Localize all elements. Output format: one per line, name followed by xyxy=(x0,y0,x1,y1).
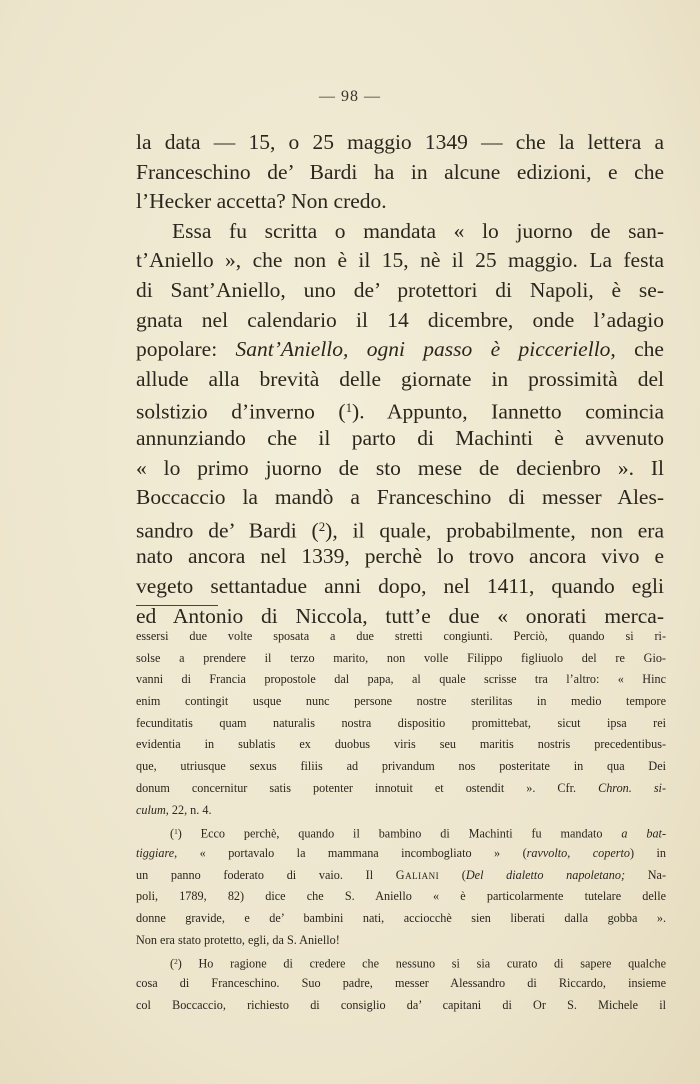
text-segment: , « portavalo la mammana incombogliato » ( xyxy=(174,845,527,860)
text-segment: fecunditatis quam naturalis nostra dispositio promittebat, sicut ipsa rei xyxy=(136,715,666,730)
footnote-line xyxy=(136,778,666,800)
footnote-line xyxy=(136,691,666,713)
text-segment: tiggiare xyxy=(136,845,175,860)
footnote-marker: 1 xyxy=(174,827,178,837)
text-segment: gnata nel calendario il 14 dicembre, onde l’adagio xyxy=(136,307,664,332)
text-segment: solstizio d’inverno ( xyxy=(136,399,346,424)
text-segment: ravvolto, coperto xyxy=(526,845,630,860)
text-segment: vegeto settantadue anni dopo, nel 1411, quando egli xyxy=(136,573,664,598)
text-segment: a bat- xyxy=(621,826,666,841)
footnote-marker: 2 xyxy=(318,519,326,534)
footnote-line xyxy=(136,908,666,930)
text-segment: l’Hecker accetta? Non credo. xyxy=(136,189,387,214)
text-segment: sandro de’ Bardi ( xyxy=(136,518,319,543)
text-segment: Del dialetto napoletano; xyxy=(465,867,626,882)
text-line xyxy=(136,246,664,276)
text-segment: ) in xyxy=(630,845,666,860)
footnote-line xyxy=(136,821,666,843)
page-number: — 98 — xyxy=(319,88,381,105)
text-segment: ) Ho ragione di credere che nessuno si sia curato di sapere qualche xyxy=(177,956,666,971)
text-segment: poli, 1789, 82) dice che S. Aniello « è particolarmente tutelare delle xyxy=(136,889,666,904)
text-line xyxy=(136,128,664,158)
text-segment: ( xyxy=(439,867,466,882)
text-segment: cosa di Franceschino. Suo padre, messer Alessandro di Riccardo, insieme xyxy=(136,976,666,990)
footnote-line xyxy=(136,713,666,735)
text-segment: essersi due volte sposata a due stretti congiunti. Perciò, quando si ri- xyxy=(136,629,666,643)
text-segment: donum concernitur satis potenter innotuit et ostendit ». Cfr. xyxy=(136,780,599,795)
footnote-marker: 2 xyxy=(174,957,178,967)
text-line xyxy=(136,158,664,188)
text-segment: un panno foderato di vaio. Il xyxy=(136,867,396,882)
footnote-line xyxy=(136,995,666,1017)
text-line xyxy=(136,454,664,484)
text-segment: nato ancora nel 1339, perchè lo trovo ancora vivo e xyxy=(136,544,664,569)
text-segment: Non era stato protetto, egli, da S. Aniello! xyxy=(136,932,340,947)
footnote-line xyxy=(136,886,666,908)
text-line xyxy=(136,217,664,247)
text-segment: donne gravide, e de’ bambini nati, acciocchè sien liberati dalla gobba ». xyxy=(136,910,666,925)
footnote-line xyxy=(136,669,666,691)
text-segment: popolare: xyxy=(136,337,236,362)
text-line xyxy=(136,306,664,336)
text-line xyxy=(136,513,664,543)
footnote-line xyxy=(136,800,666,822)
text-segment: enim contingit usque nunc persone nostre sterilitas in medio tempore xyxy=(136,694,666,709)
text-segment: allude alla brevità delle giornate in prossimità del xyxy=(136,366,664,391)
text-segment: evidentia in sublatis ex duobus viris seu maritis nostris precedentibus- xyxy=(136,737,666,752)
text-segment: col Boccaccio, richiesto di consiglio da’ capitani di Or S. Michele il xyxy=(136,997,666,1012)
footnote-line xyxy=(136,734,666,756)
text-line xyxy=(136,424,664,454)
text-segment: ). Appunto, Iannetto comincia xyxy=(352,399,664,424)
text-line xyxy=(136,365,664,395)
footnote-rule xyxy=(136,605,218,606)
text-segment: ), il quale, probabilmente, non era xyxy=(325,518,664,543)
text-segment: ed Antonio di Niccola, tutt’e due « onorati merca- xyxy=(136,603,664,628)
text-segment: t’Aniello », che non è il 15, nè il 25 maggio. La festa xyxy=(136,248,664,273)
footnote-line xyxy=(136,756,666,778)
text-segment: che xyxy=(615,337,664,362)
text-line xyxy=(136,542,664,572)
footnote-line xyxy=(136,951,666,973)
text-line xyxy=(136,483,664,513)
text-segment: vanni di Francia propostole dal papa, al quale scrisse tra l’altro: « Hinc xyxy=(136,672,666,687)
text-segment: « lo primo juorno de sto mese de decienbro ». Il xyxy=(136,455,664,480)
text-segment: Sant’Aniello, ogni passo è picceriello, xyxy=(235,337,616,362)
footnotes xyxy=(136,626,666,1016)
footnote-marker: 1 xyxy=(345,401,353,416)
text-segment: ( xyxy=(170,956,175,971)
text-segment: , 22, n. 4. xyxy=(165,802,212,817)
text-segment: Na- xyxy=(625,867,667,882)
footnote-line xyxy=(136,865,666,887)
text-segment: Essa fu scritta o mandata « lo juorno de san- xyxy=(172,218,664,243)
text-segment: que, utriusque sexus filiis ad privandum nos posteritate in qua Dei xyxy=(136,759,666,774)
text-segment: Boccaccio la mandò a Franceschino di messer Ales- xyxy=(136,485,664,510)
text-segment: ( xyxy=(170,826,175,841)
text-segment: di Sant’Aniello, uno de’ protettori di Napoli, è se- xyxy=(136,277,664,302)
text-segment: Galiani xyxy=(395,867,440,882)
footnote-line xyxy=(136,648,666,670)
footnote-line xyxy=(136,930,666,952)
text-line xyxy=(136,572,664,602)
text-line xyxy=(136,276,664,306)
footnote-line xyxy=(136,973,666,995)
main-text xyxy=(136,128,664,631)
text-segment: annunziando che il parto di Machinti è avvenuto xyxy=(136,425,664,450)
text-segment: Chron. si- xyxy=(598,780,667,795)
text-segment: Franceschino de’ Bardi ha in alcune edizioni, e che xyxy=(136,159,664,184)
text-line xyxy=(136,394,664,424)
text-segment: culum xyxy=(136,802,166,817)
text-segment: la data — 15, o 25 maggio 1349 — che la lettera a xyxy=(136,130,664,154)
text-segment: ) Ecco perchè, quando il bambino di Machinti fu mandato xyxy=(177,826,622,841)
text-line xyxy=(136,187,664,217)
text-line xyxy=(136,335,664,365)
footnote-line xyxy=(136,626,666,648)
text-segment: solse a prendere il terzo marito, non volle Filippo figliuolo del re Gio- xyxy=(136,650,666,665)
footnote-line xyxy=(136,843,666,865)
